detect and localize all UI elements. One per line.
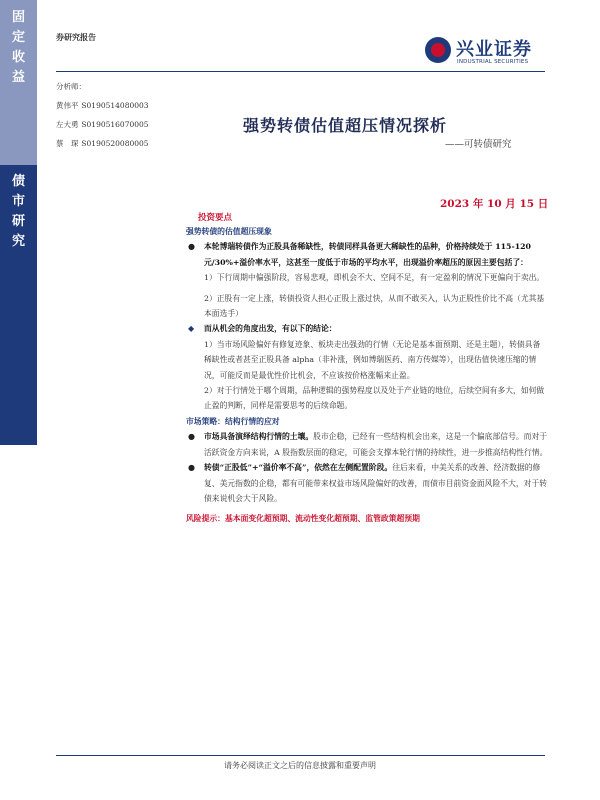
heading-market-strategy: 市场策略：结构行情的应对 [186, 416, 280, 426]
sidebar-section-label: 债 市 研 究 [11, 174, 25, 249]
logo-emblem-icon [425, 37, 451, 63]
body-paragraph: 2）对于行情处于哪个周期，品种逻辑的强势程度以及处于产业链的地位，后续空间有多大，如何做止盈的判断，同样是需要思考的后续命题。 [204, 386, 545, 411]
logo-english-name: INDUSTRIAL SECURITIES [457, 59, 529, 65]
footer-disclaimer: 请务必阅读正文之后的信息披露和重要声明 [224, 761, 376, 770]
header-divider [56, 71, 545, 72]
risk-warning: 风险提示：基本面变化超预期、流动性变化超预期、监管政策超预期 [186, 514, 420, 524]
body-paragraph: 2）正股有一定上涨，转债投资人担心正股上涨过快，从而不敢买入，认为正股性价比不高（尤其基本面选手） [204, 293, 545, 319]
body-paragraph: 1）当市场风险偏好有修复迹象、板块走出强劲的行情（无论是基本面预期、还是主题），转债具备稀缺性或者甚至正股具备 alpha（非补涨，例如博瑞医药、南方传媒等），出现估值快速压缩的情况，可能反而是最优性价比机会，不应该按价格涨幅来止盈。 [204, 339, 541, 380]
analyst-row: 黄伟平 S0190514080003 [56, 101, 149, 110]
analyst-list [56, 77, 149, 153]
section-title: 投资要点 [198, 213, 233, 223]
bullet-paragraph: ◆ 而从机会的角度出发，有以下的结论： [186, 321, 548, 336]
report-date: 2023 年 10 月 15 日 [440, 198, 549, 210]
footer-divider [56, 755, 545, 756]
report-type-label: 券研究报告 [56, 33, 96, 42]
bullet-paragraph: ● 本轮博瑞转债作为正股具备稀缺性，转债同样具备更大稀缺性的品种，价格持续处于 115-120 元/30%+溢价率水平，这甚至一度低于市场的平均水平，出现溢价率超压的原因主要包括了： [186, 239, 548, 270]
analyst-row: 左大勇 S0190516070005 [56, 120, 149, 129]
bullet-paragraph: ● 市场具备演绎结构行情的土壤。股市企稳，已经有一些结构机会出来，这是一个偏底部信号。而对于活跃资金方向来说，A 股指数层面的稳定，可能会支撑本轮行情的持续性，进一步推高结构性行情。 [186, 429, 548, 460]
sidebar-category-label: 固 定 收 益 [11, 10, 25, 85]
analyst-row: 蔡 琛 S0190520080005 [56, 139, 149, 148]
company-logo [425, 35, 545, 71]
heading-valuation-phenomenon: 强势转债的估值超压现象 [186, 227, 272, 236]
report-body [186, 224, 548, 527]
report-subtitle: ——可转债研究 [445, 139, 512, 150]
logo-chinese-name: 兴业证券 [456, 39, 532, 60]
analyst-label: 分析师： [56, 82, 86, 91]
report-title: 强势转债估值超压情况探析 [243, 116, 448, 135]
bullet-paragraph: ● 转债“正股低”+“溢价率不高”，依然在左侧配置阶段。往后来看，中美关系的改善、经济数据的修复、美元指数的企稳，都有可能带来权益市场风险偏好的改善，而债市目前资金面风险不大，对于转债来说机会大于风险。 [186, 460, 548, 506]
body-paragraph: 1）下行周期中偏强阶段，容易悲观，即机会不大、空间不足，有一定盈利的情况下更偏向于卖出。 [204, 273, 545, 283]
